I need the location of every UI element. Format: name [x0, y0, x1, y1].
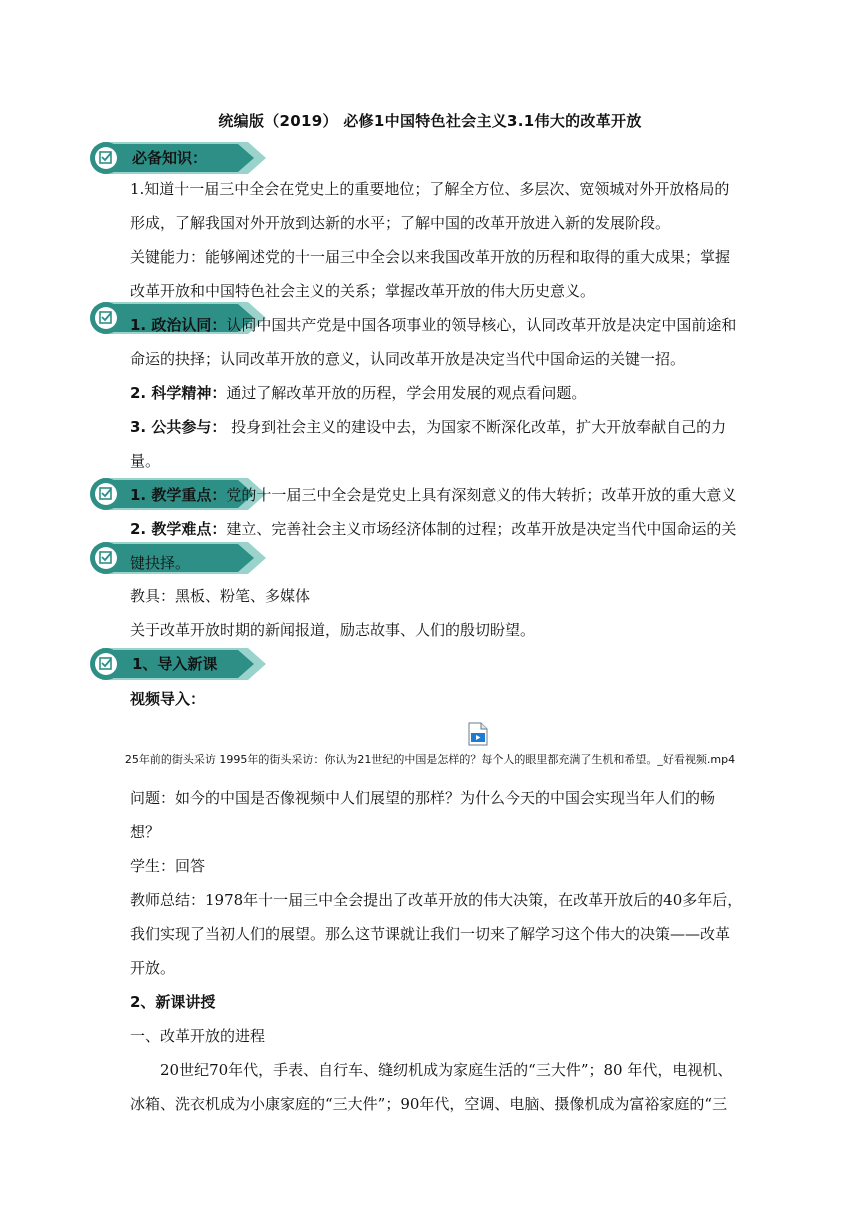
text-line: 教师总结：1978年十一届三中全会提出了改革开放的伟大决策，在改革开放后的40多年后，: [130, 891, 743, 909]
label-public-participation: 3. 公共参与：: [130, 418, 227, 436]
label-scientific-spirit: 2. 科学精神：: [130, 384, 227, 402]
text-line: 问题：如今的中国是否像视频中人们展望的那样？为什么今天的中国会实现当年人们的畅: [130, 789, 716, 807]
subsection-heading: 一、改革开放的进程: [130, 1027, 266, 1045]
video-file-link[interactable]: 25年前的街头采访 1995年的街头采访：你认为21世纪的中国是怎样的？每个人的眼里都充满了生机和希望。_好看视频.mp4: [124, 753, 736, 766]
text-line: 关键能力：能够阐述党的十一届三中全会以来我国改革开放的历程和取得的重大成果；掌握: [130, 248, 731, 266]
text-line: 键抉择。: [130, 554, 191, 572]
text-line: 我们实现了当初人们的展望。那么这节课就让我们一切来了解学习这个伟大的决策——改革: [130, 925, 731, 943]
banner-label: 1、导入新课: [132, 655, 218, 673]
label-teaching-focus: 1. 教学重点：: [130, 486, 227, 504]
text-line: [130, 381, 732, 405]
text-line: 视频导入：: [130, 690, 206, 708]
text-span: 建立、完善社会主义市场经济体制的过程；改革开放是决定当代中国命运的关: [226, 520, 737, 538]
text-line: 改革开放和中国特色社会主义的关系；掌握改革开放的伟大历史意义。: [130, 282, 596, 300]
label-political-identity: 1. 政治认同：: [130, 316, 227, 334]
section-banner-lead-in: [88, 646, 270, 682]
text-line: [130, 313, 737, 337]
banner-label: 必备知识：: [132, 149, 208, 167]
text-line: 冰箱、洗衣机成为小康家庭的“三大件”；90年代，空调、电脑、摄像机成为富裕家庭的“三: [130, 1095, 728, 1113]
text-line: 1.知道十一届三中全会在党史上的重要地位；了解全方位、多层次、宽领城对外开放格局的: [130, 180, 730, 198]
text-span: 投身到社会主义的建设中去，为国家不断深化改革，扩大开放奉献自己的力: [226, 418, 727, 436]
text-line: 学生：回答: [130, 857, 206, 875]
text-line: 20世纪70年代，手表、自行车、缝纫机成为家庭生活的“三大件”；80 年代，电视机、: [160, 1061, 733, 1079]
text-line: 量。: [130, 452, 161, 470]
text-line: [130, 483, 737, 507]
video-file-icon[interactable]: [467, 722, 489, 746]
label-teaching-difficulty: 2. 教学难点：: [130, 520, 227, 538]
text-span: 通过了解改革开放的历程，学会用发展的观点看问题。: [226, 384, 587, 402]
text-span: 认同中国共产党是中国各项事业的领导核心，认同改革开放是决定中国前途和: [226, 316, 737, 334]
text-line: 开放。: [130, 959, 176, 977]
text-line: 命运的抉择；认同改革开放的意义，认同改革开放是决定当代中国命运的关键一招。: [130, 350, 686, 368]
section-banner-knowledge: [88, 140, 270, 176]
text-line: [130, 415, 732, 439]
text-line: 形成，了解我国对外开放到达新的水平；了解中国的改革开放进入新的发展阶段。: [130, 214, 671, 232]
text-line: 关于改革开放时期的新闻报道，励志故事、人们的殷切盼望。: [130, 621, 536, 639]
text-line: [130, 517, 737, 541]
document-title: 统编版（2019） 必修1中国特色社会主义3.1伟大的改革开放: [218, 112, 642, 130]
section-heading: 2、新课讲授: [130, 993, 216, 1011]
text-line: 教具：黑板、粉笔、多媒体: [130, 587, 311, 605]
text-span: 党的十一届三中全会是党史上具有深刻意义的伟大转折；改革开放的重大意义: [226, 486, 737, 504]
text-line: 想？: [130, 823, 161, 841]
